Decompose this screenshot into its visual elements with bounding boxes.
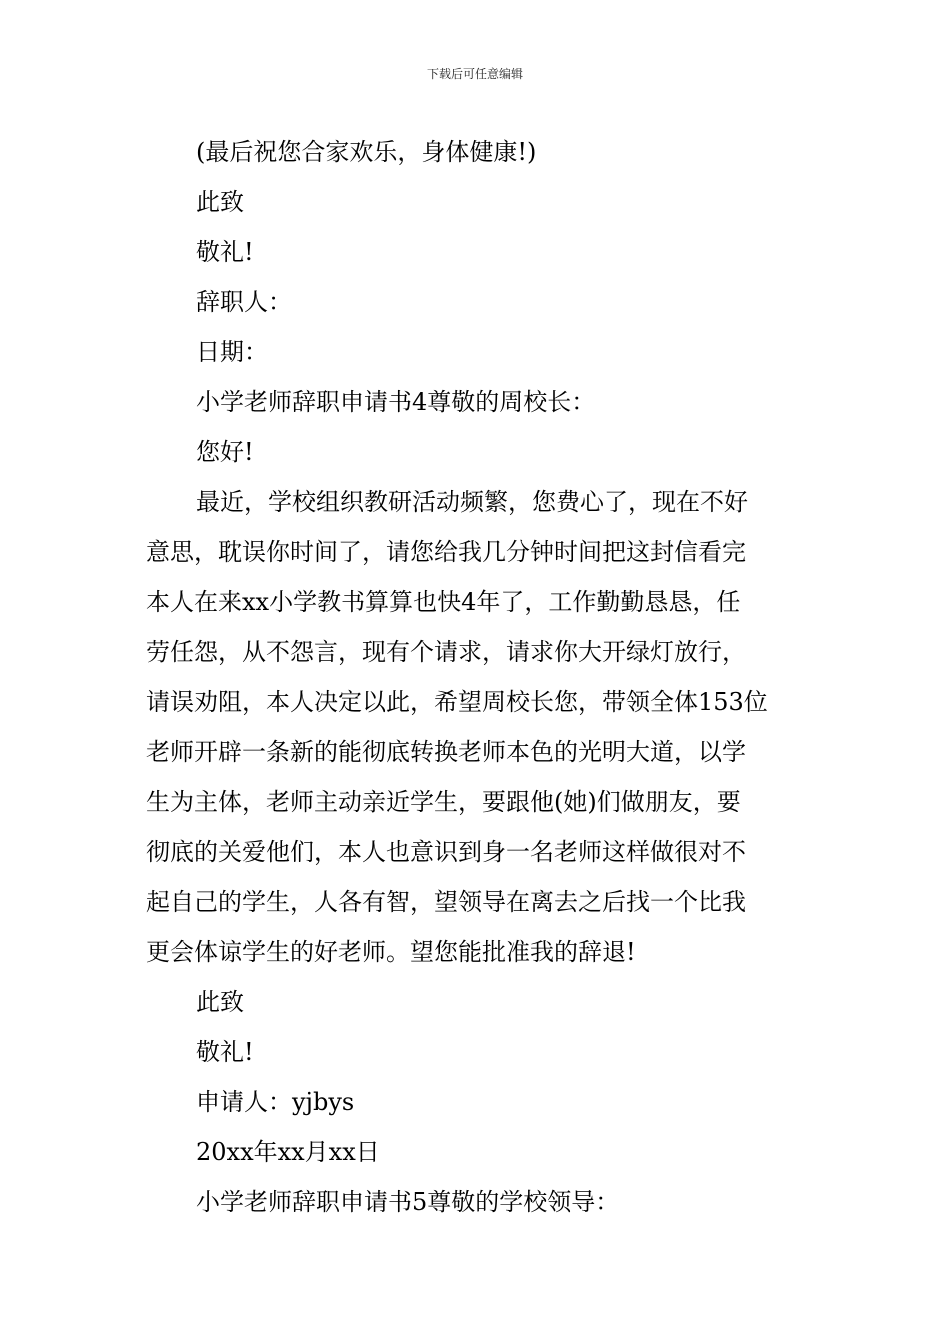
body-line: 本人在来xx小学教书算算也快4年了，工作勤勤恳恳，任	[146, 588, 741, 616]
document-body	[146, 127, 808, 1227]
date-line: 20xx年xx月xx日	[196, 1138, 380, 1166]
body-line: 起自己的学生，人各有智，望领导在离去之后找一个比我	[146, 888, 746, 916]
date-label: 日期：	[196, 338, 268, 366]
body-line: 意思，耽误你时间了，请您给我几分钟时间把这封信看完	[146, 538, 746, 566]
body-line: 劳任怨，从不怨言，现有个请求，请求你大开绿灯放行，	[146, 638, 746, 666]
salutation-cizhi: 此致	[196, 188, 244, 216]
body-line: 老师开辟一条新的能彻底转换老师本色的光明大道，以学	[146, 738, 746, 766]
salutation-jingli: 敬礼!	[196, 238, 254, 266]
closing-wish: (最后祝您合家欢乐，身体健康!)	[196, 138, 537, 166]
body-line: 更会体谅学生的好老师。望您能批准我的辞退!	[146, 938, 636, 966]
salutation-jingli: 敬礼!	[196, 1038, 254, 1066]
salutation-cizhi: 此致	[196, 988, 244, 1016]
resigner-label: 辞职人：	[196, 288, 292, 316]
letter-5-title: 小学老师辞职申请书5尊敬的学校领导：	[196, 1188, 620, 1216]
page-header: 下载后可任意编辑	[426, 67, 523, 81]
applicant-line: 申请人：yjbys	[196, 1088, 355, 1116]
letter-body-paragraph	[146, 477, 808, 977]
body-line: 请误劝阻，本人决定以此，希望周校长您，带领全体153位	[146, 688, 768, 716]
body-line: 生为主体，老师主动亲近学生，要跟他(她)们做朋友，要	[146, 788, 741, 816]
letter-4-title: 小学老师辞职申请书4尊敬的周校长：	[196, 388, 596, 416]
body-line: 最近，学校组织教研活动频繁，您费心了，现在不好	[196, 488, 748, 516]
greeting: 您好!	[196, 438, 254, 466]
body-line: 彻底的关爱他们，本人也意识到身一名老师这样做很对不	[146, 838, 746, 866]
